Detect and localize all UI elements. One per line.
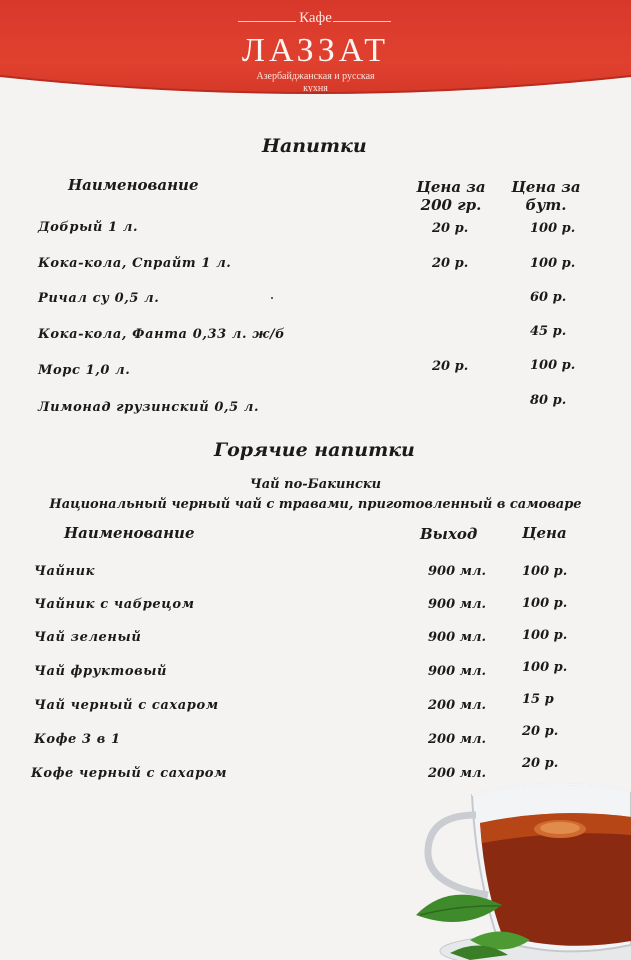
hot-drink-name: Кофе 3 в 1 (34, 732, 121, 747)
drink-price-200: 20 р. (432, 221, 469, 236)
drink-price-bottle: 60 р. (530, 290, 567, 305)
hot-col-price: Цена (522, 524, 567, 542)
hot-drink-name: Чай зеленый (34, 630, 142, 645)
drink-name: Морс 1,0 л. (38, 363, 131, 378)
hot-drink-name: Чайник (34, 564, 96, 579)
drink-price-bottle: 100 р. (530, 221, 576, 236)
cafe-subtitle-line1: Азербайджанская и русская (256, 71, 375, 82)
hot-drink-output: 900 мл. (428, 597, 487, 612)
hot-drink-price: 20 р. (522, 724, 559, 739)
drinks-col-price-200-line1: Цена за (416, 178, 486, 196)
hot-drink-name: Кофе черный с сахаром (31, 766, 228, 781)
drink-price-200: 20 р. (432, 359, 469, 374)
hot-drink-price: 15 р (522, 692, 554, 707)
hot-drink-name: Чай черный с сахаром (34, 698, 219, 713)
hot-drink-output: 900 мл. (428, 664, 487, 679)
drink-price-bottle: 45 р. (530, 324, 567, 339)
hot-drink-name: Чайник с чабрецом (34, 597, 195, 612)
cafe-label: Кафе (299, 10, 332, 26)
drink-name: Кока-кола, Спрайт 1 л. (38, 256, 232, 271)
hot-drink-price: 20 р. (522, 756, 559, 771)
print-speck (271, 297, 273, 299)
drink-price-bottle: 80 р. (530, 393, 567, 408)
hot-col-output: Выход (420, 525, 478, 543)
drinks-col-price-bottle-line1: Цена за (511, 178, 581, 196)
drink-name: Лимонад грузинский 0,5 л. (38, 400, 260, 415)
hot-drinks-subtitle-1: Чай по-Бакински (249, 477, 382, 492)
hot-drinks-title: Горячие напитки (214, 439, 415, 461)
drink-price-bottle: 100 р. (530, 358, 576, 373)
hot-drinks-subtitle-2: Национальный черный чай с травами, приготовленный в самоваре (49, 497, 582, 512)
drink-price-200: 20 р. (432, 256, 469, 271)
tea-cup-illustration (410, 755, 631, 960)
header-banner (0, 0, 631, 105)
drink-price-bottle: 100 р. (530, 256, 576, 271)
drinks-col-price-200 (413, 178, 489, 214)
header-wave (0, 70, 631, 105)
hot-drink-output: 200 мл. (428, 698, 487, 713)
drinks-col-price-bottle-line2: бут. (525, 196, 567, 214)
hot-drink-price: 100 р. (522, 596, 568, 611)
hot-drink-output: 900 мл. (428, 564, 487, 579)
drinks-title: Напитки (262, 135, 367, 157)
hot-drink-output: 900 мл. (428, 630, 487, 645)
drink-name: Кока-кола, Фанта 0,33 л. ж/б (38, 327, 286, 342)
hot-drink-output: 200 мл. (428, 766, 487, 781)
hot-drink-output: 200 мл. (428, 732, 487, 747)
cafe-subtitle-line2: кухня (303, 83, 328, 94)
hot-drink-price: 100 р. (522, 564, 568, 579)
hot-drink-price: 100 р. (522, 660, 568, 675)
hot-drink-name: Чай фруктовый (34, 664, 168, 679)
drink-name: Добрый 1 л. (38, 220, 139, 235)
drink-name: Ричал су 0,5 л. (38, 291, 160, 306)
hot-col-name: Наименование (64, 524, 195, 542)
cafe-name: ЛАЗЗАТ (241, 32, 390, 69)
drinks-col-price-200-line2: 200 гр. (420, 196, 482, 214)
drinks-col-price-bottle (508, 178, 584, 214)
hot-drink-price: 100 р. (522, 628, 568, 643)
drinks-col-name: Наименование (68, 176, 199, 194)
